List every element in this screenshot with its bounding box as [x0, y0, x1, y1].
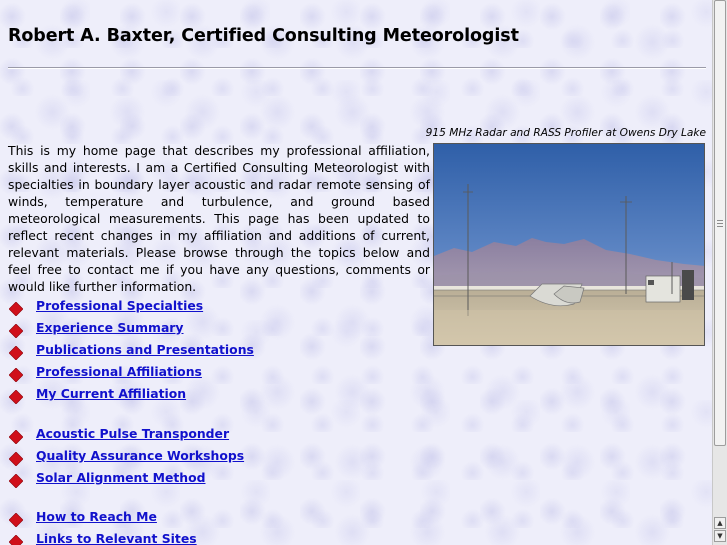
- horizontal-rule: [8, 67, 706, 69]
- arrow-down-icon[interactable]: ▼: [714, 530, 726, 542]
- scrollbar-thumb[interactable]: [714, 0, 726, 446]
- publications-link[interactable]: Publications and Presentations: [36, 342, 254, 357]
- quality-assurance-workshops-link[interactable]: Quality Assurance Workshops: [36, 448, 245, 463]
- red-diamond-icon: [9, 302, 23, 316]
- profiler-photo: [433, 143, 705, 346]
- red-diamond-icon: [9, 390, 23, 404]
- grip-icon: [717, 220, 723, 229]
- professional-affiliations-link[interactable]: Professional Affiliations: [36, 364, 202, 379]
- acoustic-pulse-transponder-link[interactable]: Acoustic Pulse Transponder: [36, 426, 230, 441]
- professional-specialties-link[interactable]: Professional Specialties: [36, 298, 204, 313]
- solar-alignment-method-link[interactable]: Solar Alignment Method: [36, 470, 206, 485]
- experience-summary-link[interactable]: Experience Summary: [36, 320, 184, 335]
- page-title: Robert A. Baxter, Certified Consulting Meteorologist: [8, 26, 519, 46]
- red-diamond-icon: [9, 535, 23, 545]
- intro-text: This is my home page that describes my professional affiliation, skills and interests. I am a Certified Consulting Meteorologist with specialties in boundary layer acoustic and radar remote sensing of winds, temperature and turbulence, and ground based meteorological measurements. This page has been updated to reflect recent changes in my affiliation and additions of current, relevant materials. Please browse through the topics below and feel free to contact me if you have any questions, comments or would like further information.: [8, 143, 430, 294]
- current-affiliation-link[interactable]: My Current Affiliation: [36, 386, 187, 401]
- red-diamond-icon: [9, 346, 23, 360]
- vertical-scrollbar[interactable]: [712, 0, 727, 545]
- relevant-sites-link[interactable]: Links to Relevant Sites: [36, 531, 197, 545]
- how-to-reach-me-link[interactable]: How to Reach Me: [36, 509, 157, 524]
- red-diamond-icon: [9, 368, 23, 382]
- photo-caption: 915 MHz Radar and RASS Profiler at Owens Dry Lake: [425, 127, 706, 139]
- red-diamond-icon: [9, 452, 23, 466]
- red-diamond-icon: [9, 430, 23, 444]
- red-diamond-icon: [9, 324, 23, 338]
- red-diamond-icon: [9, 474, 23, 488]
- arrow-up-icon[interactable]: ▲: [714, 517, 726, 529]
- red-diamond-icon: [9, 513, 23, 527]
